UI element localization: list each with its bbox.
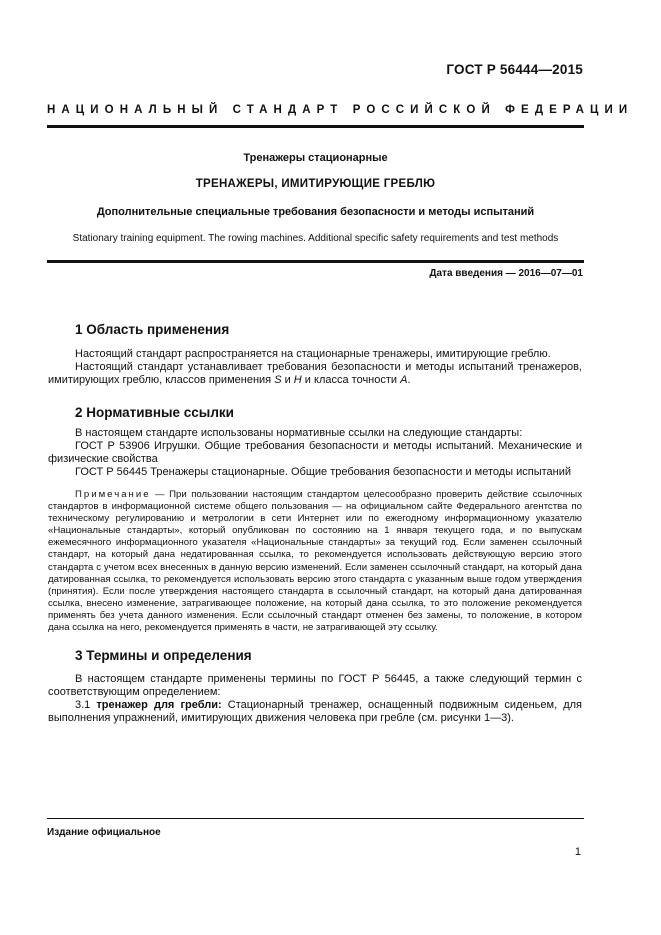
note-paragraph bbox=[48, 489, 582, 634]
official-edition-label: Издание официальное bbox=[47, 827, 161, 838]
introduction-date: Дата введения — 2016—07—01 bbox=[429, 268, 583, 279]
header-rule bbox=[47, 125, 584, 128]
section-1-paragraph-2 bbox=[48, 361, 582, 387]
document-number: ГОСТ Р 56444—2015 bbox=[446, 62, 583, 77]
paragraph-text: . bbox=[407, 374, 411, 386]
section-1-heading: 1 Область применения bbox=[75, 322, 230, 337]
title-rule bbox=[47, 260, 584, 263]
paragraph-text: и класса точности bbox=[301, 374, 401, 386]
national-standard-banner: НАЦИОНАЛЬНЫЙ СТАНДАРТ РОССИЙСКОЙ ФЕДЕРАЦИИ bbox=[47, 104, 634, 116]
title-line-1: Тренажеры стационарные bbox=[243, 152, 388, 164]
class-s: S bbox=[274, 374, 282, 386]
reference-gost-53906: ГОСТ Р 53906 Игрушки. Общие требования безопасности и методы испытаний. Механические и физические свойства bbox=[48, 440, 582, 465]
note-text: — При пользовании настоящим стандартом целесообразно проверить действие ссылочных стандартов в информационной системе общего пользования — на официальном сайте Федерального агентства по техническому регулированию и метрологии в сети Интернет или по ежегодному информационному указателю «Национальные стандарты», который опубликован по состоянию на 1 января текущего года, и по выпускам ежемесячного информационного указателя «Национальные стандарты» за текущий год. Если заменен ссылочный стандарт, на который дана недатированная ссылка, то рекомендуется использовать действующую версию этого стандарта с учетом всех внесенных в данную версию изменений. Если заменен ссылочный стандарт, на который дана датированная ссылка, то рекомендуется использовать версию этого стандарта с указанным выше годом утверждения (принятия). Если после утверждения настоящего стандарта в ссылочный стандарт, на который дана датированная ссылка, внесено изменение, затрагивающее положение, на который дана ссылка, то это положение рекомендуется применять без учета данного изменения. Если ссылочный стандарт отменен без замены, то положение, в котором дана ссылка на него, рекомендуется применять в части, не затрагивающей эту ссылку. bbox=[48, 489, 582, 634]
section-2-note bbox=[48, 489, 582, 634]
section-3-paragraph-1: В настоящем стандарте применены термины по ГОСТ Р 56445, а также следующий термин с соответствующим определением: bbox=[48, 673, 582, 698]
section-3-heading: 3 Термины и определения bbox=[75, 648, 252, 663]
note-label: Примечание bbox=[75, 489, 151, 500]
section-2-body bbox=[48, 427, 582, 479]
paragraph-text: Настоящий стандарт устанавливает требования безопасности и методы испытаний тренажеров, имитирующих греблю, классов применения bbox=[48, 361, 582, 386]
title-line-3: Дополнительные специальные требования безопасности и методы испытаний bbox=[96, 206, 535, 218]
term-name: тренажер для гребли: bbox=[96, 699, 222, 711]
section-1-paragraph-1: Настоящий стандарт распространяется на стационарные тренажеры, имитирующие греблю. bbox=[75, 348, 551, 360]
term-number: 3.1 bbox=[75, 699, 97, 711]
title-english: Stationary training equipment. The rowing machines. Additional specific safety requirements and test methods bbox=[72, 233, 559, 244]
term-definition bbox=[48, 699, 582, 725]
term-text: Стационарный тренажер, оснащенный подвижным сиденьем, для выполнения упражнений, имитирующих движения человека при гребле (см. рисунки 1—3). bbox=[48, 699, 583, 724]
section-2-paragraph-1: В настоящем стандарте использованы нормативные ссылки на следующие стандарты: bbox=[75, 427, 523, 439]
section-1-body bbox=[48, 348, 582, 387]
class-a: А bbox=[400, 374, 408, 386]
class-h: H bbox=[293, 374, 302, 386]
page-number: 1 bbox=[574, 846, 581, 858]
title-main: ТРЕНАЖЕРЫ, ИМИТИРУЮЩИЕ ГРЕБЛЮ bbox=[195, 178, 436, 190]
reference-gost-56445: ГОСТ Р 56445 Тренажеры стационарные. Общие требования безопасности и методы испытаний bbox=[75, 466, 572, 478]
section-3-body bbox=[48, 673, 582, 725]
footer-rule bbox=[47, 818, 584, 819]
section-2-heading: 2 Нормативные ссылки bbox=[75, 405, 234, 420]
paragraph-text: и bbox=[281, 374, 294, 386]
